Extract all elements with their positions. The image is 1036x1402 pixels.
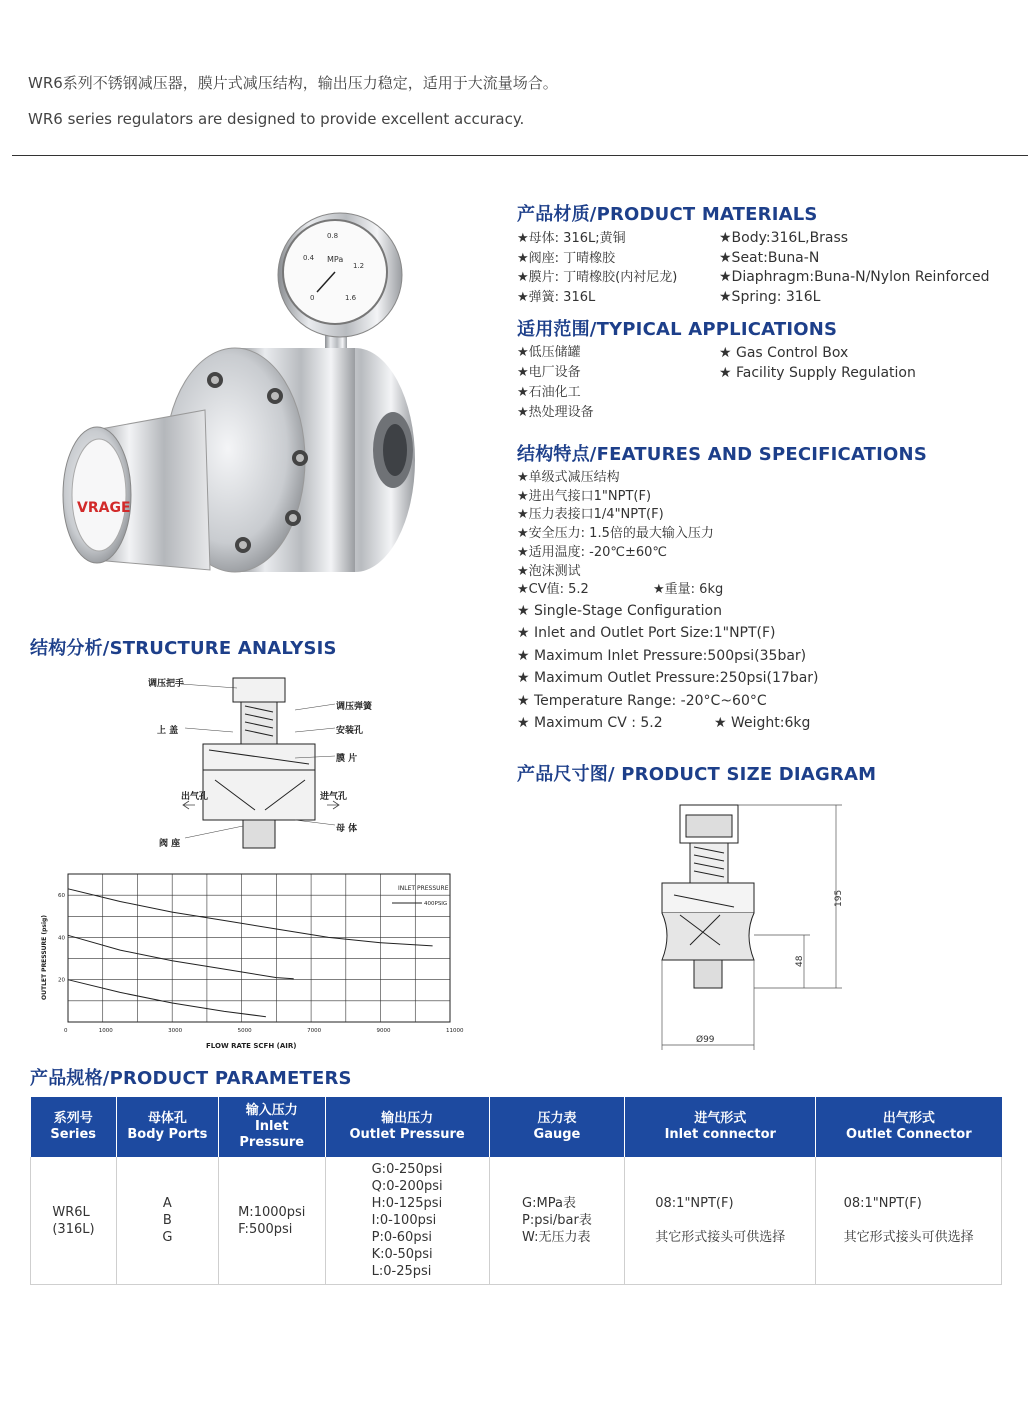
features-en-list <box>517 600 819 734</box>
size-diagram <box>650 795 870 1057</box>
list-item: ★热处理设备 <box>517 405 594 420</box>
label-inlet: 进气孔 <box>320 792 348 802</box>
cell-gauge: G:MPa表 P:psi/bar表 W:无压力表 <box>489 1157 625 1285</box>
dim-height: 195 <box>834 889 844 907</box>
header-outlet-pressure: 输出压力 Outlet Pressure <box>325 1097 489 1157</box>
brand-logo: VRAGE <box>77 500 131 516</box>
chart-x-tick-2: 3000 <box>168 1028 183 1034</box>
list-item: ★Body:316L,Brass <box>719 230 849 246</box>
list-item: ★进出气接口1"NPT(F) <box>517 488 652 504</box>
features-cn-list <box>517 469 723 600</box>
table-header-row <box>31 1097 1002 1157</box>
list-item: ★低压储罐 <box>517 345 581 360</box>
chart-legend-title: INLET PRESSURE <box>398 885 449 892</box>
label-seat: 阀 座 <box>159 839 181 849</box>
chart-x-tick-4: 7000 <box>307 1028 322 1034</box>
list-item: ★适用温度: -20℃±60℃ <box>517 544 668 560</box>
header-body-ports: 母体孔 Body Ports <box>116 1097 218 1157</box>
list-item: ★弹簧: 316L <box>517 289 596 305</box>
label-body: 母 体 <box>336 824 358 834</box>
label-cover: 上 盖 <box>157 726 179 736</box>
dim-diameter: Ø99 <box>696 1035 715 1045</box>
chart-x-tick-3: 5000 <box>237 1028 252 1034</box>
features-title: 结构特点/FEATURES AND SPECIFICATIONS <box>517 444 927 465</box>
gauge-tick-3: 1.2 <box>353 262 365 270</box>
label-spring: 调压弹簧 <box>336 702 373 712</box>
gauge-tick-1: 0.4 <box>303 254 315 262</box>
cv-cn: ★CV值: 5.2 <box>517 582 589 598</box>
list-item: ★Seat:Buna-N <box>719 249 820 266</box>
list-item: ★ Maximum Inlet Pressure:500psi(35bar) <box>517 647 807 664</box>
cell-outlet-connector: 08:1"NPT(F) 其它形式接头可供选择 <box>816 1157 1002 1285</box>
cell-inlet-pressure: M:1000psi F:500psi <box>218 1157 325 1285</box>
chart-frame <box>68 874 450 1022</box>
list-item: ★膜片: 丁晴橡胶(内衬尼龙) <box>517 270 678 285</box>
table-row <box>31 1157 1002 1285</box>
list-item: ★ Maximum Outlet Pressure:250psi(17bar) <box>517 670 819 687</box>
weight-cn: ★重量: 6kg <box>653 582 724 598</box>
chart-series-line-1 <box>68 935 294 978</box>
weight-en: ★ Weight:6kg <box>714 715 811 732</box>
chart-x-tick-0: 0 <box>64 1028 68 1034</box>
list-item: ★Spring: 316L <box>719 288 821 305</box>
cell-outlet-pressure: G:0-250psi Q:0-200psi H:0-125psi I:0-100psi P:0-60psi K:0-50psi L:0-25psi <box>325 1157 489 1285</box>
cell-inlet-connector: 08:1"NPT(F) 其它形式接头可供选择 <box>625 1157 816 1285</box>
applications-en-list <box>719 343 916 383</box>
materials-cn-list <box>517 229 677 307</box>
dim-port: 48 <box>795 955 805 967</box>
header-outlet-connector: 出气形式 Outlet Connector <box>816 1097 1002 1157</box>
structure-title: 结构分析/STRUCTURE ANALYSIS <box>30 638 337 659</box>
intro-en: WR6 series regulators are designed to provide excellent accuracy. <box>28 110 525 128</box>
list-item: ★母体: 316L;黄铜 <box>517 231 626 246</box>
chart-y-tick-2: 60 <box>58 893 65 900</box>
applications-title: 适用范围/TYPICAL APPLICATIONS <box>517 319 838 340</box>
chart-y-tick-1: 40 <box>58 935 65 942</box>
applications-cn-list <box>517 343 594 423</box>
list-item: ★ Facility Supply Regulation <box>719 365 916 381</box>
chart-x-tick-5: 9000 <box>376 1028 391 1034</box>
gauge-tick-0: 0 <box>310 294 315 302</box>
intro-cn: WR6系列不锈钢减压器，膜片式减压结构，输出压力稳定，适用于大流量场合。 <box>28 74 558 92</box>
gauge-tick-2: 0.8 <box>327 232 339 240</box>
list-item: ★阀座: 丁晴橡胶 <box>517 250 616 266</box>
parameters-title: 产品规格/PRODUCT PARAMETERS <box>30 1068 352 1089</box>
chart-y-tick-0: 20 <box>58 977 65 984</box>
list-item <box>517 712 819 734</box>
label-outlet: 出气孔 <box>181 792 209 802</box>
materials-title: 产品材质/PRODUCT MATERIALS <box>517 204 818 225</box>
list-item: ★石油化工 <box>517 385 581 400</box>
chart-x-tick-6: 11000 <box>446 1028 464 1034</box>
cell-body-ports: A B G <box>116 1157 218 1285</box>
list-item: ★压力表接口1/4"NPT(F) <box>517 507 664 523</box>
size-diagram-title: 产品尺寸图/ PRODUCT SIZE DIAGRAM <box>517 764 877 785</box>
cell-series: WR6L (316L) <box>31 1157 117 1285</box>
header-divider <box>12 155 1028 156</box>
list-item: ★ Temperature Range: -20°C~60°C <box>517 692 767 709</box>
product-photo <box>55 200 425 580</box>
parameters-table <box>30 1097 1002 1285</box>
label-handle: 调压把手 <box>148 679 185 689</box>
list-item: ★电厂设备 <box>517 365 581 380</box>
header-inlet-connector: 进气形式 Inlet connector <box>625 1097 816 1157</box>
chart-legend-item: 400PSIG <box>424 901 448 907</box>
list-item: ★ Inlet and Outlet Port Size:1"NPT(F) <box>517 625 776 642</box>
chart-x-tick-1: 1000 <box>98 1028 113 1034</box>
gauge-unit: MPa <box>327 255 344 264</box>
list-item: ★ Gas Control Box <box>719 345 849 361</box>
materials-en-list <box>719 229 989 307</box>
header-series: 系列号 Series <box>31 1097 117 1157</box>
label-diaphragm: 膜 片 <box>336 754 358 764</box>
list-item: ★泡沫测试 <box>517 563 581 579</box>
list-item: ★单级式减压结构 <box>517 470 620 485</box>
chart-ylabel: OUTLET PRESSURE (psig) <box>41 914 48 1000</box>
header-inlet-pressure: 输入压力 Inlet Pressure <box>218 1097 325 1157</box>
label-mount: 安装孔 <box>336 726 364 736</box>
gauge-tick-4: 1.6 <box>345 294 357 302</box>
chart-series-line-2 <box>68 980 266 1017</box>
list-item: ★安全压力: 1.5倍的最大输入压力 <box>517 526 714 542</box>
list-item <box>517 581 723 600</box>
header-gauge: 压力表 Gauge <box>489 1097 625 1157</box>
chart-xlabel: FLOW RATE SCFH (AIR) <box>206 1042 297 1050</box>
list-item: ★ Single-Stage Configuration <box>517 603 722 619</box>
cv-en: ★ Maximum CV : 5.2 <box>517 715 663 732</box>
flow-chart <box>30 862 470 1057</box>
list-item: ★Diaphragm:Buna-N/Nylon Reinforced <box>719 269 990 285</box>
